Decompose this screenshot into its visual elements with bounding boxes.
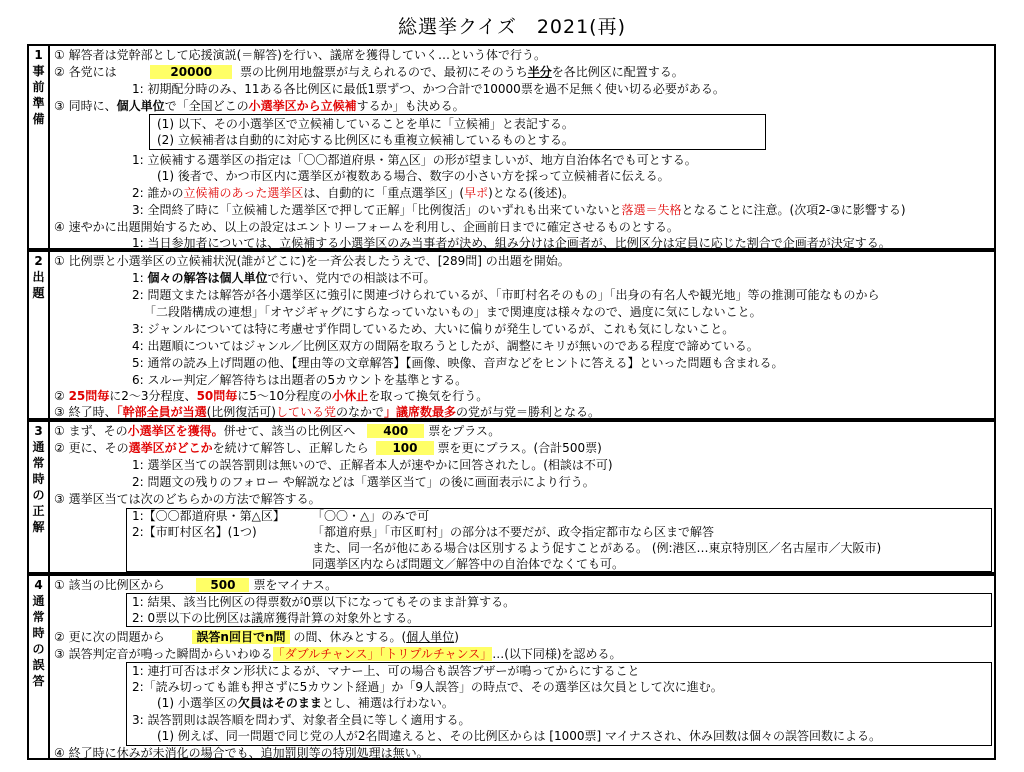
rule-line: 1: 結果、該当比例区の得票数が0票以下になってもそのまま計算する。	[132, 595, 516, 609]
text: 選挙区がどこか	[128, 441, 213, 455]
method-desc: 「〇〇・△」のみで可	[312, 509, 430, 523]
text: 3: 全問終了時に「立候補した選挙区で押して正解」「比例復活」のいずれも出来ていないと	[132, 203, 622, 217]
section-wrong-answer	[27, 574, 996, 760]
text: 2: 誰かの	[132, 186, 184, 200]
section-label	[29, 252, 50, 418]
method-label: 1:【〇〇都道府県・第△区】	[132, 509, 285, 523]
rule-line	[157, 695, 454, 711]
text: で行い、党内での相談は不可。	[267, 271, 436, 285]
section-questions	[27, 250, 996, 420]
rule-line	[54, 64, 684, 80]
rule-line: ① 比例票と小選挙区の立候補状況(誰がどこに)を一斉公表したうえで、[289問] の出題を開始。	[54, 254, 570, 268]
text: 50問毎	[196, 389, 238, 403]
label-char: 事	[32, 64, 45, 78]
text: (1) 小選挙区の	[157, 696, 238, 710]
label-char: 常	[32, 610, 45, 624]
section-label	[29, 422, 50, 572]
label-char: 通	[32, 594, 45, 608]
text: 1:	[132, 271, 148, 285]
label-char: 答	[32, 674, 45, 688]
text: 個人単位	[116, 99, 165, 113]
rule-line: 1: 当日参加者については、立候補する小選挙区のみ当事者が決め、組み分けは企画者が、比例区分は定員に応じた割合で企画者が決定する。	[132, 236, 891, 250]
method-desc: 「都道府県」「市区町村」の部分は不要だが、政令指定都市なら区まで解答	[312, 525, 715, 539]
section-preparation	[27, 44, 996, 250]
text: を取って換気を行う。	[368, 389, 489, 403]
text: ① まず、その	[54, 424, 128, 438]
method-desc: また、同一名が他にある場合は区別するよう促すことがある。 (例:港区…東京特別区／名古屋市／大阪市)	[312, 541, 882, 555]
rule-line: 1: 初期配分時のみ、11ある各比例区に最低1票ずつ、かつ合計で10000票を過不足無く使い切る必要がある。	[132, 82, 725, 96]
label-char: 時	[32, 472, 45, 486]
text: 「幹部全員が当選	[116, 405, 207, 419]
rule-line: 3: ジャンルについては特に考慮せず作問しているため、大いに偏りが発生しているが、これも気にしないこと。	[132, 322, 735, 336]
label-char: 正	[32, 504, 45, 518]
rule-line: 2: 0票以下の比例区は議席獲得計算の対象外とする。	[132, 611, 420, 625]
text: 票の比例用地盤票が与えられるので、最初にそのうち	[239, 65, 528, 79]
label-char: 時	[32, 626, 45, 640]
rule-line	[54, 646, 622, 662]
page-title: 総選挙クイズ 2021(再)	[397, 16, 627, 38]
label-char: 2	[34, 254, 43, 268]
section-label	[29, 576, 50, 758]
text: ②	[54, 389, 69, 403]
label-char: の	[32, 642, 45, 656]
text: ② 更に次の問題から	[54, 630, 165, 644]
text: 票を更にプラス。(合計500票)	[437, 441, 602, 455]
section-correct-answer	[27, 420, 996, 574]
text: 半分	[527, 65, 552, 79]
label-char: の	[32, 488, 45, 502]
text: は、自動的に「重点選挙区」(	[303, 186, 465, 200]
rule-line: 2: 問題文の残りのフォロー や解説などは「選挙区当て」の後に画面表示により行う。	[132, 475, 595, 489]
method-label: 2:【市町村区名】(1つ)	[132, 525, 257, 539]
text: 欠員はそのまま	[237, 696, 322, 710]
label-char: 準	[32, 96, 45, 110]
method-desc: 同選挙区内ならば問題文／解答中の自治体でなくても可。	[312, 557, 625, 571]
label-char: 通	[32, 440, 45, 454]
text: 個々の解答は個人単位	[147, 271, 268, 285]
label-char: 誤	[32, 658, 45, 672]
text: 落選＝失格	[621, 203, 682, 217]
rule-line: ③ 選挙区当ては次のどちらかの方法で解答する。	[54, 492, 321, 506]
text: している党	[275, 405, 336, 419]
rule-line	[54, 388, 488, 404]
rule-line	[54, 440, 602, 456]
text: )となる(後述)。	[488, 186, 575, 200]
vote-value: 20000	[150, 65, 232, 79]
rule-line: 5: 通常の読み上げ問題の他、【理由等の文章解答】【画像、映像、音声などをヒントに答える】といった問題も含まれる。	[132, 356, 784, 370]
label-char: 常	[32, 456, 45, 470]
rule-line: (1) 後者で、かつ市区内に選挙区が複数ある場合、数字の小さい方を採って立候補者に伝える。	[157, 169, 670, 183]
text: 25問毎	[68, 389, 110, 403]
rule-line: 2:「読み切っても誰も押さずに5カウント経過」か「9人誤答」の時点で、その選挙区は欠員として次に進む。	[132, 680, 723, 694]
section-label	[29, 46, 50, 248]
rule-line: ① 解答者は党幹部として応援演説(＝解答)を行い、議席を獲得していく…という体で行う。	[54, 48, 546, 62]
rule-line	[54, 98, 465, 114]
text: 小選挙区を獲得。	[127, 424, 224, 438]
text: 立候補のあった選挙区	[183, 186, 304, 200]
label-char: 1	[34, 48, 43, 62]
rule-line: 1: 連打可否はボタン形状によるが、マナー上、可の場合も誤答ブザーが鳴ってからにすること	[132, 664, 640, 678]
text: とし、補選は行わない。	[321, 696, 454, 710]
label-char: 3	[34, 424, 43, 438]
rule-line: 1: 選挙区当ての誤答罰則は無いので、正解者本人が速やかに回答されたし。(相談は不可)	[132, 458, 613, 472]
label-char: 解	[32, 520, 45, 534]
vote-value: 400	[367, 424, 424, 438]
text: 早ポ	[464, 186, 489, 200]
text: の党が与党＝勝利となる。	[456, 405, 601, 419]
text: で「全国どこの	[164, 99, 249, 113]
text: を続けて解答し、正解したら	[212, 441, 369, 455]
text: 票をマイナス。	[253, 578, 338, 592]
text: に2～3分程度、	[109, 389, 197, 403]
text: の間、休みとする。(	[293, 630, 407, 644]
text: に5～10分程度の	[237, 389, 333, 403]
text: 小選挙区から立候補	[248, 99, 357, 113]
rule-line	[132, 202, 906, 218]
rule-line	[54, 404, 600, 420]
text: のなかで	[335, 405, 384, 419]
rule-line	[132, 270, 436, 286]
label-char: 前	[32, 80, 45, 94]
text: ③ 誤答判定音が鳴った瞬間からいわゆる	[54, 647, 273, 661]
text: 併せて、該当の比例区へ	[223, 424, 356, 438]
text: 小休止	[332, 389, 369, 403]
text: ① 該当の比例区から	[54, 578, 165, 592]
rule-line: (2) 立候補者は自動的に対応する比例区にも重複立候補しているものとする。	[157, 133, 574, 147]
text: 票をプラス。	[428, 424, 501, 438]
rule-line	[54, 423, 500, 439]
vote-value: 500	[196, 578, 249, 592]
rest-rule: 誤答n回目でn問	[192, 630, 289, 644]
label-char: 4	[34, 578, 43, 592]
text: (比例復活可)	[206, 405, 276, 419]
rule-line: ④ 速やかに出題開始するため、以上の設定はエントリーフォームを利用し、企画前日までに確定させるものとする。	[54, 220, 679, 234]
rule-line: 「二段階構成の連想」「オヤジギャグにすらなっていないもの」まで関連度は様々なので、過度に気にしないこと。	[144, 305, 762, 319]
rule-line	[54, 577, 337, 593]
label-char: 題	[32, 286, 45, 300]
text: 「ダブルチャンス」「トリプルチャンス」	[272, 647, 493, 661]
text: するか」も決める。	[356, 99, 465, 113]
rule-line	[54, 629, 459, 645]
text: となることに注意。(次項2-③に影響する)	[681, 203, 906, 217]
rule-line: 6: スルー判定／解答待ちは出題者の5カウントを基準とする。	[132, 373, 468, 387]
text: …(以下同様)を認める。	[492, 647, 622, 661]
text: ② 更に、その	[54, 441, 129, 455]
rule-line: 2: 問題文または解答が各小選挙区に強引に関連づけられているが、「市町村名そのもの」「出身の有名人や観光地」等の推測可能なものから	[132, 288, 880, 302]
text: ② 各党には	[54, 65, 117, 79]
rule-line: ④ 終了時に休みが未消化の場合でも、追加罰則等の特別処理は無い。	[54, 746, 429, 760]
rule-line: (1) 以下、その小選挙区で立候補していることを単に「立候補」と表記する。	[157, 117, 574, 131]
text: ③ 同時に、	[54, 99, 117, 113]
text: ③ 終了時、	[54, 405, 117, 419]
rule-line	[132, 185, 574, 201]
rule-line: 1: 立候補する選挙区の指定は「〇〇都道府県・第△区」の形が望ましいが、地方自治体名でも可とする。	[132, 153, 697, 167]
text: を各比例区に配置する。	[551, 65, 684, 79]
label-char: 出	[32, 270, 45, 284]
vote-value: 100	[376, 441, 433, 455]
rule-line: 3: 誤答罰則は誤答順を問わず、対象者全員に等しく適用する。	[132, 713, 471, 727]
text: 」議席数最多	[384, 405, 457, 419]
text: 個人単位	[406, 630, 455, 644]
label-char: 備	[32, 112, 45, 126]
rule-line: 4: 出題順についてはジャンル／比例区双方の間隔を取ろうとしたが、調整にキリが無いのである程度で諦めている。	[132, 339, 759, 353]
text: )	[454, 630, 459, 644]
rule-line: (1) 例えば、同一問題で同じ党の人が2名間違えると、その比例区からは [1000票] マイナスされ、休み回数は個々の誤答回数による。	[157, 729, 881, 743]
